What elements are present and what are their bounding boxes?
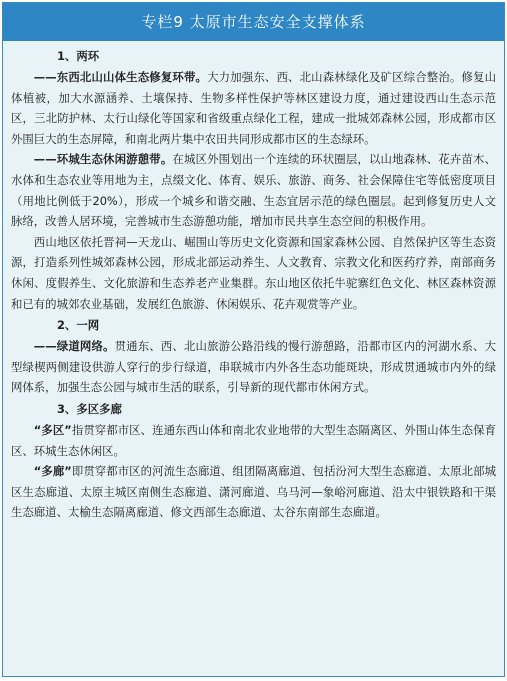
column-panel xyxy=(2,2,505,677)
paragraph-text: 贯通东、西、北山旅游公路沿线的慢行游憩路，沿都市区内的河湖水系、大型绿楔两侧建设供游人穿行的步行绿道，串联城市内外各生态功能斑块，形成贯通城市内外的绿网体系，加强生态公园与城市生活的联系，引导新的现代都市休闲方式。 xyxy=(11,339,496,395)
paragraph-lead: ——绿道网络。 xyxy=(33,339,115,354)
paragraph-text: 即贯穿都市区的河流生态廊道、组团隔离廊道、包括汾河大型生态廊道、太原北部城区生态廊道、太原主城区南侧生态廊道、潇河廊道、乌马河—象峪河廊道、沿太中银铁路和干渠生态廊道、太榆生态隔离廊道、修文西部生态廊道、太谷东南部生态廊道。 xyxy=(11,464,496,520)
column-title: 专栏9 太原市生态安全支撑体系 xyxy=(3,3,504,41)
paragraph-text: 指贯穿都市区、连通东西山体和南北农业地带的大型生态隔离区、外围山体生态保育区、环城生态休闲区。 xyxy=(11,422,496,458)
section-heading-multi-zones: 3、多区多廊 xyxy=(57,401,122,416)
paragraph-greenway xyxy=(11,336,496,398)
paragraph-mountain-ring xyxy=(11,67,496,149)
paragraph-text: 在城区外围划出一个连续的环状圈层，以山地森林、花卉苗木、水体和生态农业等用地为主，点缀文化、体育、娱乐、旅游、商务、社会保障住宅等低密度项目（用地比例低于20%），形成一个城乡和谐交融、生态宜居示范的绿色圈层。起到修复历史人文脉络，改善人居环境，完善城市生态游憩功能，增加市民共享生态空间的积极作用。 xyxy=(11,152,496,229)
section-heading-two-rings: 1、两环 xyxy=(57,49,100,63)
section-heading-one-network: 2、一网 xyxy=(57,318,100,333)
paragraph-west-east-mountain: 西山地区依托晋祠—天龙山、崛围山等历史文化资源和国家森林公园、自然保护区等生态资源，打造系列性城郊森林公园，形成北部运动养生、人文教育、宗教文化和医药疗养，南部商务休闲、度假养生、文化旅游和生态养老产业集群。东山地区依托牛驼寨红色文化、林区森林资源和已有的城郊农业基础，发展红色旅游、休闲娱乐、花卉观赏等产业。 xyxy=(11,234,496,311)
paragraph-multi-corridors xyxy=(11,461,496,523)
paragraph-multi-zones xyxy=(11,420,496,461)
paragraph-text: 大力加强东、西、北山森林绿化及矿区综合整治。修复山体植被，加大水源涵养、土壤保持、生物多样性保护等林区建设力度，通过建设西山生态示范区，三北防护林、太行山绿化等国家和省级重点绿化工程，建成一批城郊森林公园，形成都市区外围巨大的生态屏障，和南北两片集中农田共同形成都市区的生态绿环。 xyxy=(11,70,496,146)
paragraph-lead: ——环城生态休闲游憩带。 xyxy=(33,152,173,167)
paragraph-leisure-belt xyxy=(11,149,496,231)
paragraph-lead: ——东西北山山体生态修复环带。 xyxy=(33,70,208,84)
paragraph-lead: “多廊” xyxy=(33,464,72,479)
column-content xyxy=(3,41,504,523)
paragraph-lead: “多区” xyxy=(33,422,72,437)
